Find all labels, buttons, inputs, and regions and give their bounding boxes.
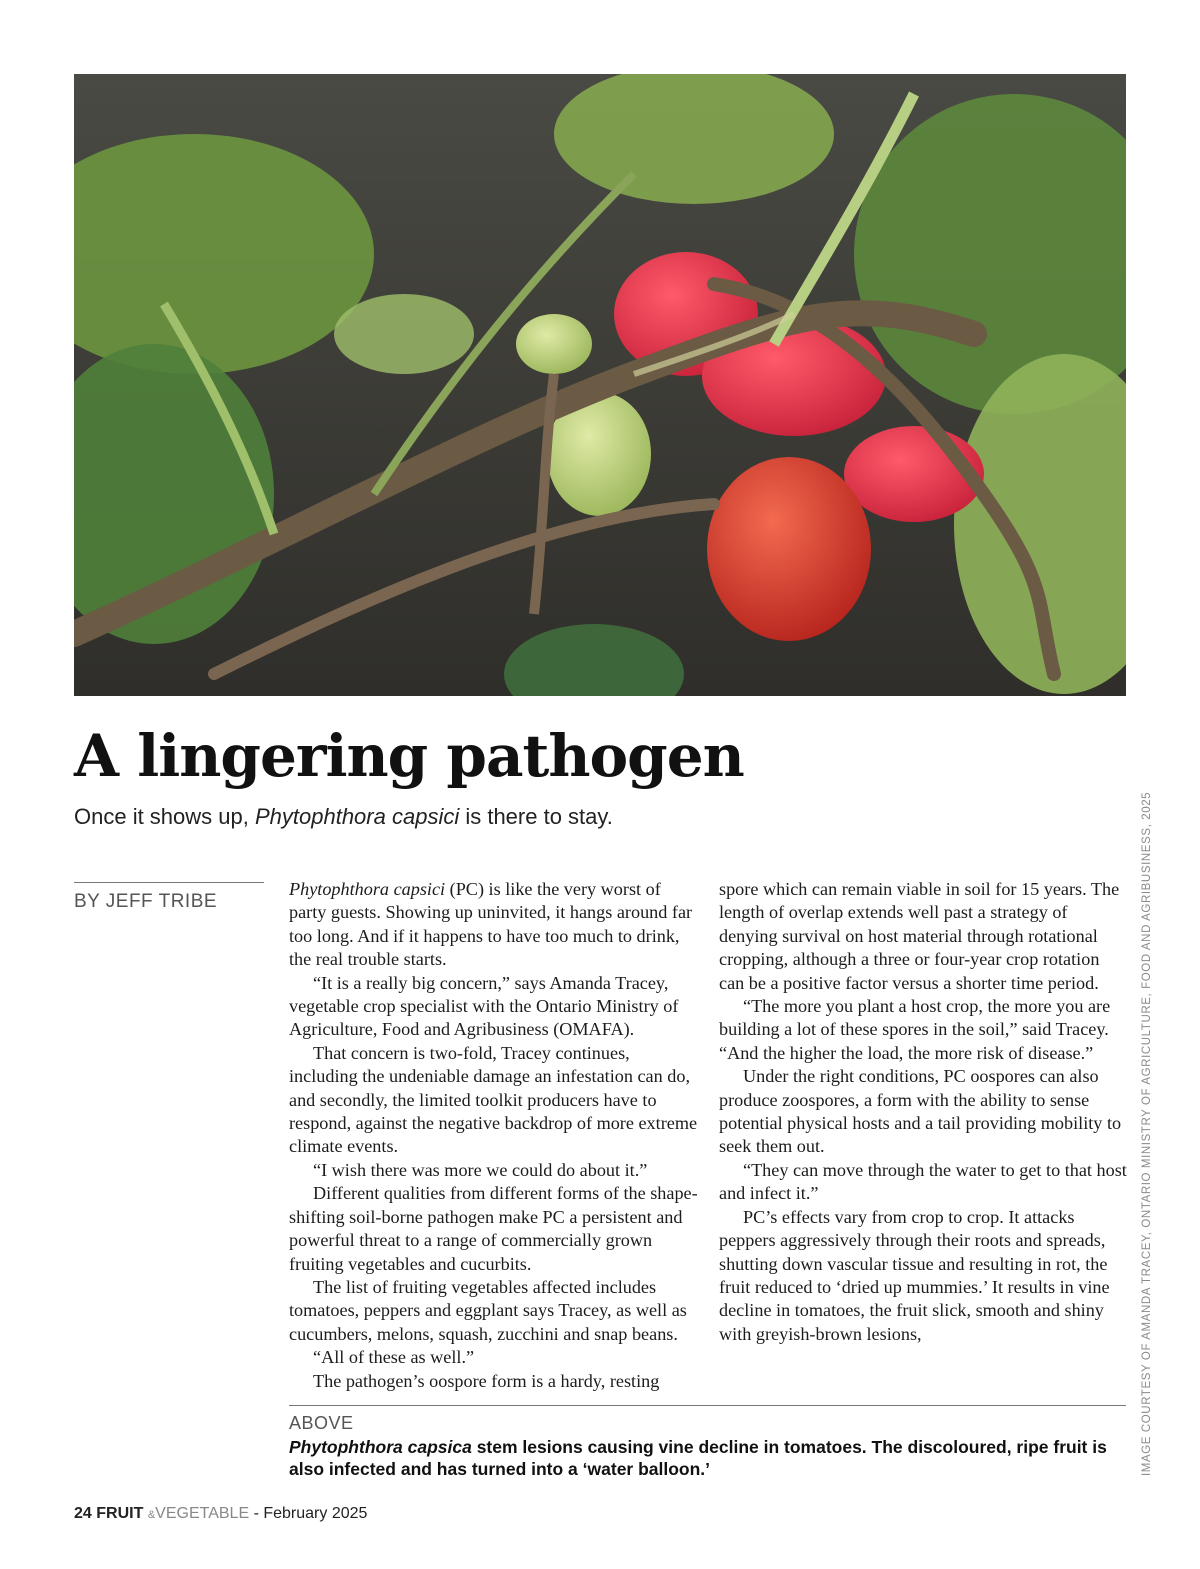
caption-rule [289, 1405, 1126, 1406]
paragraph: That concern is two-fold, Tracey continues, including the undeniable damage an infestation can do, and secondly, the limited toolkit producers have to respond, against the negative backdrop of more extreme climate events. [289, 1042, 698, 1157]
deck-tail: is there to stay. [459, 804, 613, 829]
paragraph: PC’s effects vary from crop to crop. It attacks peppers aggressively through their roots and spreads, shutting down vascular tissue and resulting in rot, the fruit reduced to ‘dried up mummies.’ It results in vine decline in tomatoes, the fruit slick, smooth and shiny with greyish-brown lesions, [719, 1206, 1110, 1344]
caption-species: Phytophthora capsica [289, 1437, 472, 1457]
photo-caption [289, 1436, 1119, 1480]
caption-body: stem lesions causing vine decline in tomatoes. The discoloured, ripe fruit is also infected and has turned into a ‘water balloon.’ [289, 1437, 1107, 1479]
magazine-name-vegetable: VEGETABLE [155, 1505, 250, 1522]
paragraph [289, 878, 699, 972]
paragraph: “I wish there was more we could do about it.” [313, 1159, 648, 1180]
green-tomato [516, 314, 592, 374]
deck [74, 804, 613, 830]
leaf-cluster [334, 294, 474, 374]
paragraph-text: (PC) is like the very worst of party guests. Showing up uninvited, it hangs around far too long. And if it happens to have too much to drink, the real trouble starts. [289, 879, 693, 970]
paragraph: spore which can remain viable in soil for 15 years. The length of overlap extends well past a strategy of denying survival on host material through rotational cropping, although a three or four-year crop rotation can be a positive factor versus a shorter time period. [719, 879, 1120, 993]
body-column-2 [719, 878, 1129, 1346]
paragraph: The pathogen’s oospore form is a hardy, resting [313, 1370, 660, 1391]
paragraph: Different qualities from different forms of the shape-shifting soil-borne pathogen make PC a persistent and powerful threat to a range of commercially grown fruiting vegetables and cucurbits. [289, 1183, 698, 1274]
paragraph: “It is a really big concern,” says Amanda Tracey, vegetable crop specialist with the Ontario Ministry of Agriculture, Food and Agribusiness (OMAFA). [289, 972, 679, 1040]
tomato-plant-photo [74, 74, 1126, 696]
paragraph: “The more you plant a host crop, the more you are building a lot of these spores in the soil,” said Tracey. “And the higher the load, the more risk of disease.” [719, 996, 1111, 1063]
paragraph: “All of these as well.” [313, 1347, 475, 1368]
byline-rule [74, 882, 264, 883]
species-name: Phytophthora capsici [289, 879, 446, 899]
caption-label: ABOVE [289, 1413, 354, 1433]
paragraph: Under the right conditions, PC oospores can also produce zoospores, a form with the ability to sense potential physical hosts and a tail providing mobility to seek them out. [719, 1066, 1122, 1157]
headline: A lingering pathogen [74, 722, 744, 790]
paragraph: The list of fruiting vegetables affected includes tomatoes, peppers and eggplant says Tracey, as well as cucumbers, melons, squash, zucchini and snap beans. [289, 1276, 687, 1344]
body-column-1 [289, 878, 699, 1393]
paragraph: “They can move through the water to get to that host and infect it.” [719, 1159, 1127, 1204]
byline: BY JEFF TRIBE [74, 891, 218, 912]
red-tomato [707, 457, 871, 641]
deck-species: Phytophthora capsici [254, 804, 460, 829]
hero-photo [74, 74, 1126, 696]
photo-credit: IMAGE COURTESY OF AMANDA TRACEY, ONTARIO MINISTRY OF AGRICULTURE, FOOD AND AGRIBUSINESS, 2025 [1141, 791, 1153, 1476]
issue-date: - February 2025 [249, 1505, 368, 1522]
magazine-name-fruit: FRUIT [96, 1505, 144, 1522]
page-number: 24 [74, 1505, 92, 1522]
deck-lead: Once it shows up, [74, 804, 255, 829]
page-footer [74, 1505, 367, 1523]
magazine-name-amp: & [147, 1509, 156, 1521]
